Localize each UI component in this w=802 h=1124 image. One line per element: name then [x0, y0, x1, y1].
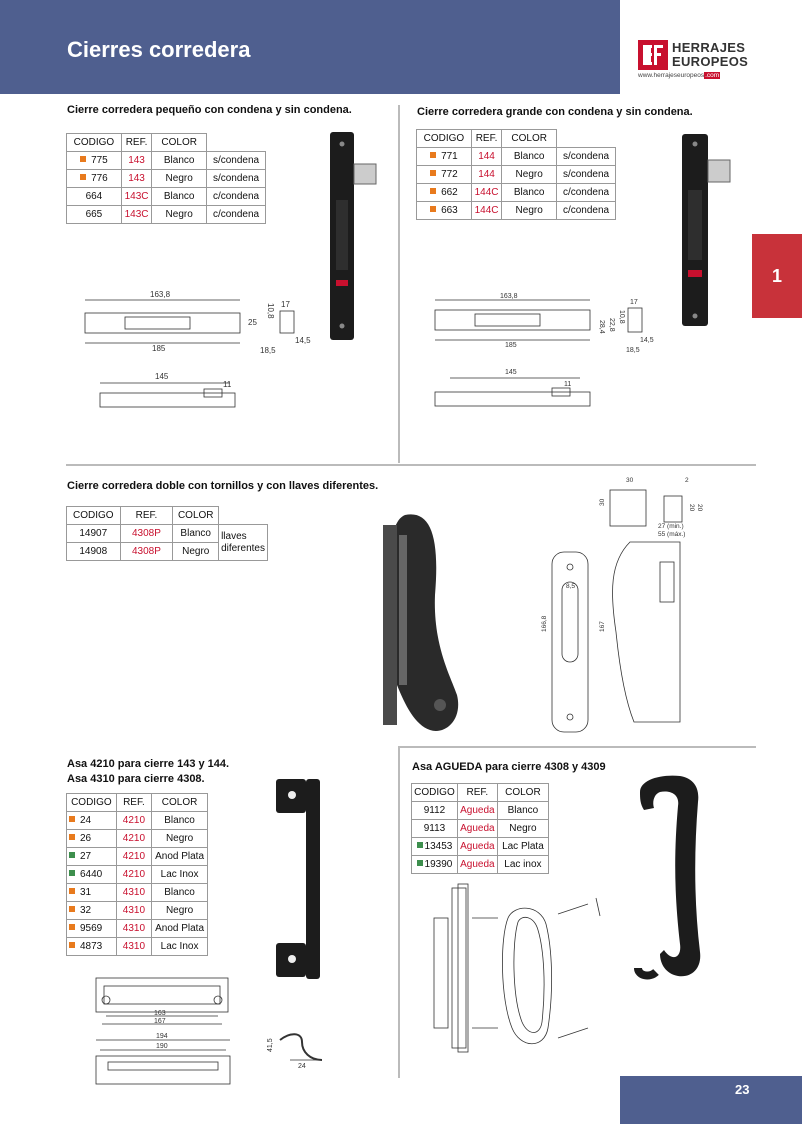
table-asa	[66, 793, 208, 956]
table-large	[416, 129, 616, 220]
table-double	[66, 506, 268, 561]
asa-handle-image	[272, 775, 332, 985]
col-header: CODIGO	[67, 134, 122, 152]
logo-url: www.herrajeseuropeos.com	[638, 72, 720, 79]
svg-text:163,8: 163,8	[150, 290, 171, 299]
svg-text:190: 190	[156, 1043, 168, 1050]
divider-horizontal-mid	[66, 464, 756, 466]
table-row: 31 4310 Blanco	[67, 884, 208, 902]
table-agueda	[411, 783, 549, 874]
table-row: 32 4310 Negro	[67, 902, 208, 920]
svg-text:14,5: 14,5	[640, 337, 654, 344]
svg-text:24: 24	[298, 1063, 306, 1070]
table-row: 665 143C Negro c/condena	[67, 206, 266, 224]
svg-text:10,8: 10,8	[618, 310, 625, 324]
small-tech-drawing	[80, 285, 320, 420]
table-row: 6440 4210 Lac Inox	[67, 866, 208, 884]
svg-text:41,5: 41,5	[267, 1038, 274, 1052]
page-number: 23	[735, 1082, 750, 1097]
col-header: REF.	[116, 794, 151, 812]
svg-text:30: 30	[599, 498, 606, 506]
col-header: CODIGO	[67, 507, 121, 525]
asa-tech-drawing	[90, 972, 330, 1092]
table-row: 662 144C Blanco c/condena	[417, 184, 616, 202]
svg-text:20: 20	[696, 504, 703, 512]
svg-text:145: 145	[155, 372, 169, 381]
svg-text:17: 17	[630, 299, 638, 306]
section-title-asa-1: Asa 4210 para cierre 143 y 144.	[67, 758, 230, 770]
table-row: 663 144C Negro c/condena	[417, 202, 616, 220]
svg-text:27 (min.): 27 (min.)	[658, 523, 684, 530]
svg-text:185: 185	[152, 344, 166, 353]
section-title-double: Cierre corredera doble con tornillos y con llaves diferentes.	[67, 480, 379, 492]
table-row: 9112 Agueda Blanco	[412, 802, 549, 820]
table-row: 771 144 Blanco s/condena	[417, 148, 616, 166]
svg-text:167: 167	[154, 1018, 166, 1025]
table-row: 9113 Agueda Negro	[412, 820, 549, 838]
large-tech-drawing	[430, 290, 670, 420]
table-row: 776 143 Negro s/condena	[67, 170, 266, 188]
section-title-agueda: Asa AGUEDA para cierre 4308 y 4309	[412, 761, 606, 773]
table-row: 9569 4310 Anod Plata	[67, 920, 208, 938]
logo-name-line2: EUROPEOS	[672, 54, 749, 69]
svg-text:18,5: 18,5	[260, 346, 276, 355]
divider-horizontal-low	[398, 746, 756, 748]
brand-logo	[638, 40, 758, 82]
col-header: REF.	[471, 130, 501, 148]
col-header: COLOR	[152, 134, 207, 152]
svg-text:10,8: 10,8	[266, 303, 275, 319]
svg-text:166,8: 166,8	[541, 615, 548, 632]
table-row: 24 4210 Blanco	[67, 812, 208, 830]
section-title-small: Cierre corredera pequeño con condena y sin condena.	[67, 104, 352, 116]
svg-text:25: 25	[248, 318, 257, 327]
logo-name-line1: HERRAJES	[672, 40, 746, 55]
svg-text:163,8: 163,8	[500, 293, 518, 300]
table-row: 4873 4310 Lac Inox	[67, 938, 208, 956]
table-row: 19390 Agueda Lac inox	[412, 856, 549, 874]
col-header: CODIGO	[67, 794, 117, 812]
table-row: 13453 Agueda Lac Plata	[412, 838, 549, 856]
page-title: Cierres corredera	[67, 37, 251, 62]
svg-text:2: 2	[685, 477, 689, 484]
table-row: 27 4210 Anod Plata	[67, 848, 208, 866]
small-latch-image	[320, 130, 380, 345]
divider-vertical-bottom	[398, 748, 400, 1078]
col-header: REF.	[120, 507, 173, 525]
col-header: COLOR	[502, 130, 557, 148]
divider-vertical-top	[398, 105, 400, 463]
table-small	[66, 133, 266, 224]
table-row: 14908 4308P Negro	[67, 543, 268, 561]
col-header: CODIGO	[412, 784, 458, 802]
svg-text:167: 167	[599, 621, 606, 632]
svg-text:17: 17	[281, 300, 290, 309]
svg-text:55 (máx.): 55 (máx.)	[658, 531, 686, 538]
chapter-tab: 1	[752, 234, 802, 318]
svg-text:11: 11	[564, 381, 572, 388]
double-tech-drawing	[540, 472, 745, 742]
col-header: COLOR	[497, 784, 548, 802]
col-header: REF.	[457, 784, 497, 802]
agueda-assembly-drawing	[428, 878, 608, 1058]
large-latch-image	[676, 130, 736, 330]
section-title-large: Cierre corredera grande con condena y sin condena.	[417, 106, 693, 118]
col-header: COLOR	[173, 507, 219, 525]
footer-band	[620, 1076, 802, 1124]
table-row: 14907 4308P Blanco llaves diferentes	[67, 525, 268, 543]
svg-text:28,4: 28,4	[598, 320, 605, 334]
svg-text:163: 163	[154, 1010, 166, 1017]
table-row: 775 143 Blanco s/condena	[67, 152, 266, 170]
svg-text:30: 30	[626, 477, 634, 484]
table-row: 772 144 Negro s/condena	[417, 166, 616, 184]
table-row: 664 143C Blanco c/condena	[67, 188, 266, 206]
svg-text:14,5: 14,5	[295, 336, 311, 345]
svg-text:18,5: 18,5	[626, 347, 640, 354]
col-header: CODIGO	[417, 130, 472, 148]
col-header: REF.	[121, 134, 151, 152]
logo-mark-icon	[638, 40, 668, 70]
svg-text:194: 194	[156, 1033, 168, 1040]
svg-text:22,8: 22,8	[608, 318, 615, 332]
section-title-asa-2: Asa 4310 para cierre 4308.	[67, 773, 205, 785]
svg-text:185: 185	[505, 342, 517, 349]
svg-text:11: 11	[223, 380, 232, 389]
table-row: 26 4210 Negro	[67, 830, 208, 848]
col-header: COLOR	[152, 794, 208, 812]
svg-text:20: 20	[688, 504, 695, 512]
double-latch-image	[375, 505, 470, 740]
svg-text:8,5: 8,5	[566, 583, 576, 590]
svg-text:145: 145	[505, 369, 517, 376]
agueda-handle-image	[630, 772, 710, 982]
